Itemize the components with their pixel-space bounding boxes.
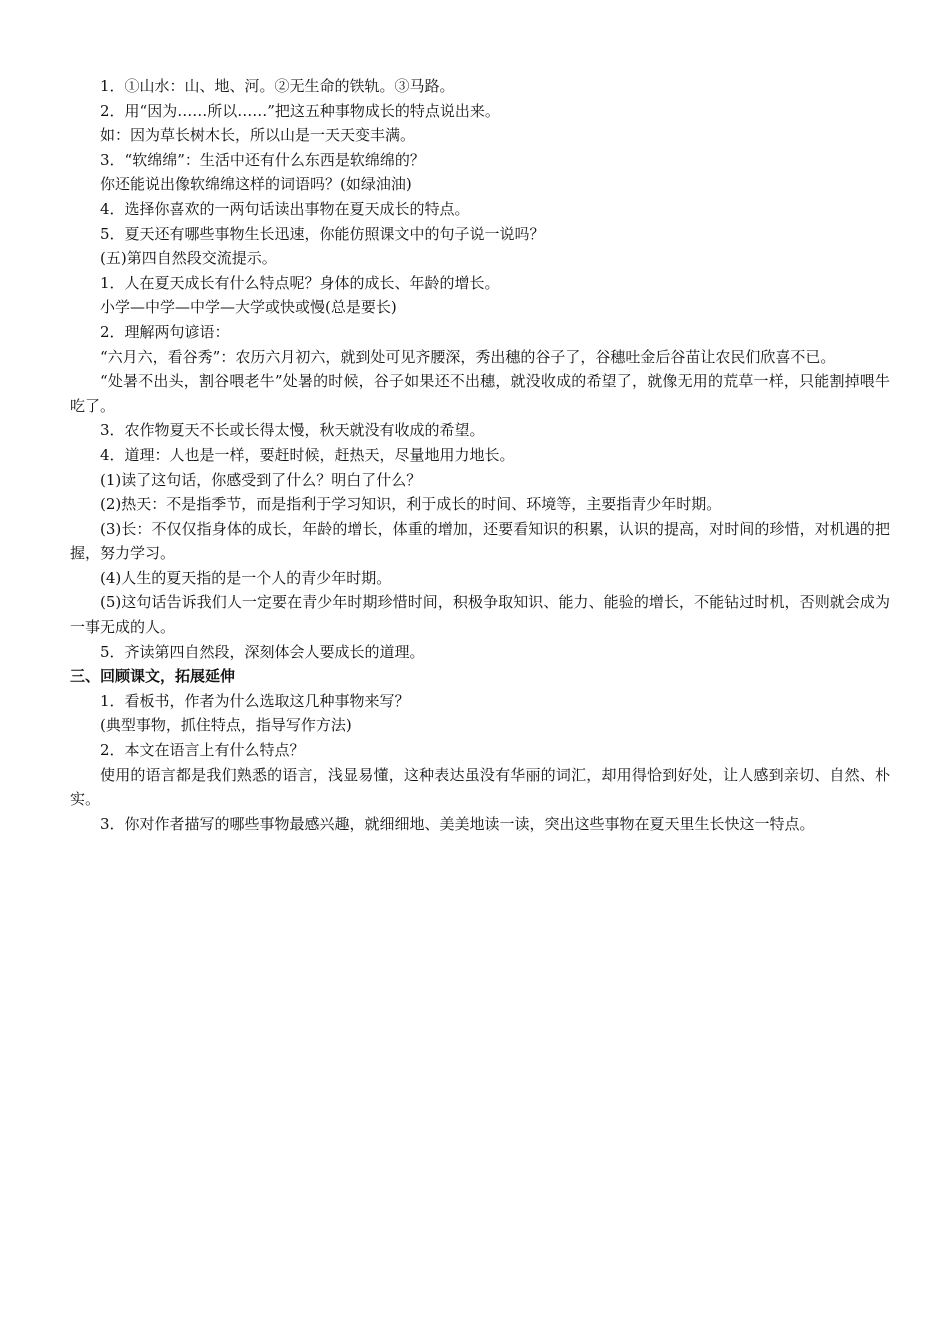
paragraph-line: 5．夏天还有哪些事物生长迅速，你能仿照课文中的句子说一说吗？ — [100, 224, 545, 243]
paragraph-line: 小学—中学—中学—大学或快或慢(总是要长) — [100, 298, 397, 317]
paragraph-line: (五)第四自然段交流提示。 — [100, 249, 277, 268]
paragraph-line: (1)读了这句话，你感受到了什么？明白了什么？ — [100, 470, 422, 489]
paragraph-line: 2．用“因为……所以……”把这五种事物成长的特点说出来。 — [100, 101, 500, 120]
paragraph-line: 3．农作物夏天不长或长得太慢，秋天就没有收成的希望。 — [100, 421, 485, 440]
paragraph-line: (4)人生的夏天指的是一个人的青少年时期。 — [100, 568, 392, 587]
paragraph-line: (5)这句话告诉我们人一定要在青少年时期珍惜时间，积极争取知识、能力、能验的增长，不能钻过时机，否则就会成为一事无成的人。 — [70, 593, 890, 637]
paragraph-line: “处暑不出头，割谷喂老牛”处暑的时候，谷子如果还不出穗，就没收成的希望了，就像无用的荒草一样，只能割掉喂牛吃了。 — [70, 372, 890, 415]
paragraph-line: 4．选择你喜欢的一两句话读出事物在夏天成长的特点。 — [100, 199, 470, 218]
paragraph-line: 3．你对作者描写的哪些事物最感兴趣，就细细地、美美地读一读，突出这些事物在夏天里生长快这一特点。 — [100, 814, 815, 833]
paragraph-line: 2．理解两句谚语： — [100, 322, 230, 341]
paragraph-line: 3．“软绵绵”：生活中还有什么东西是软绵绵的？ — [100, 150, 425, 169]
section-heading: 三、回顾课文，拓展延伸 — [70, 667, 236, 686]
paragraph-line: (典型事物，抓住特点，指导写作方法) — [100, 716, 352, 735]
paragraph-line: 如：因为草长树木长，所以山是一天天变丰满。 — [100, 126, 416, 145]
paragraph-line: 使用的语言都是我们熟悉的语言，浅显易懂，这种表达虽没有华丽的词汇，却用得恰到好处，让人感到亲切、自然、朴实。 — [70, 765, 890, 809]
paragraph-line: 你还能说出像软绵绵这样的词语吗？(如绿油油) — [100, 175, 412, 194]
paragraph-line: 1．①山水：山、地、河。②无生命的铁轨。③马路。 — [100, 77, 455, 95]
paragraph-line: 5．齐读第四自然段，深刻体会人要成长的道理。 — [100, 642, 425, 661]
paragraph-line: (2)热天：不是指季节，而是指利于学习知识，利于成长的时间、环境等，主要指青少年时期。 — [100, 495, 722, 514]
paragraph-line: 1．人在夏天成长有什么特点呢？身体的成长、年龄的增长。 — [100, 273, 500, 292]
paragraph-line: 2．本文在语言上有什么特点？ — [100, 741, 305, 760]
paragraph-line: (3)长：不仅仅指身体的成长，年龄的增长，体重的增加，还要看知识的积累，认识的提高，对时间的珍惜，对机遇的把握，努力学习。 — [70, 519, 890, 563]
paragraph-line: 1．看板书，作者为什么选取这几种事物来写？ — [100, 691, 410, 710]
paragraph-line: “六月六，看谷秀”：农历六月初六，就到处可见齐腰深，秀出穗的谷子了，谷穗吐金后谷苗让农民们欣喜不已。 — [100, 347, 836, 366]
paragraph-line: 4．道理：人也是一样，要赶时候，赶热天，尽量地用力地长。 — [100, 445, 515, 464]
document-body — [70, 74, 890, 836]
